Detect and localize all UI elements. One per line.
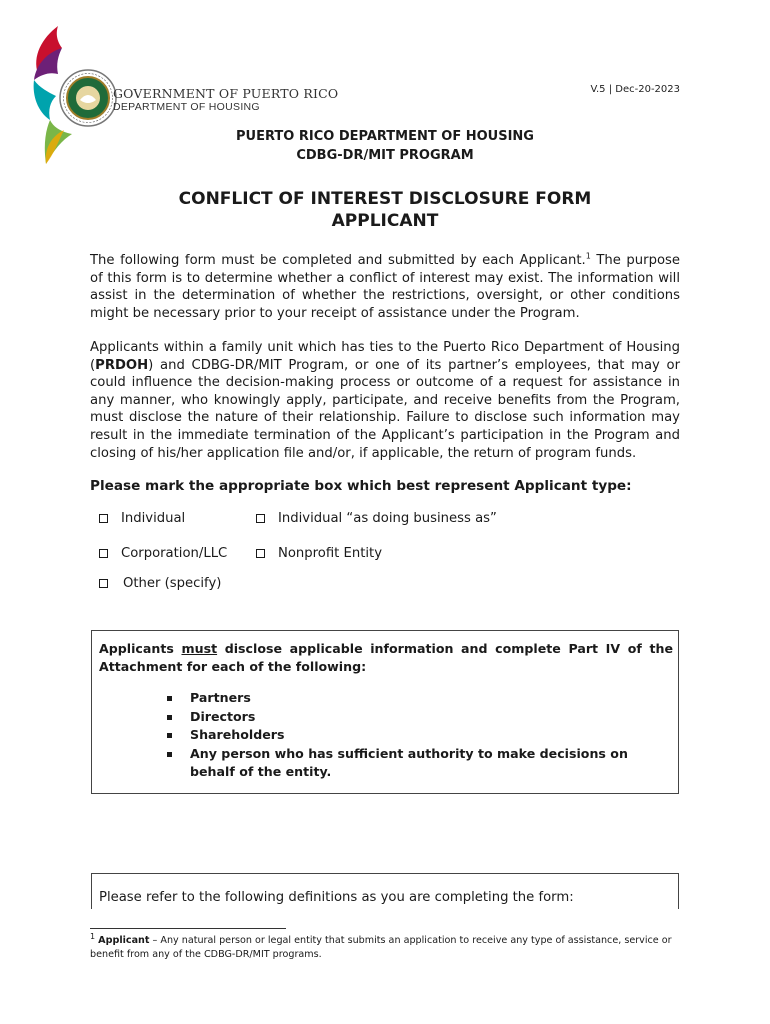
government-name: GOVERNMENT OF PUERTO RICO: [113, 86, 339, 101]
definitions-intro: Please refer to the following definitions as you are completing the form:: [99, 890, 574, 905]
form-title-line2: APPLICANT: [331, 211, 439, 231]
disclosure-must: must: [181, 641, 218, 656]
ties-text-prefix: Applicants within a family unit which has ties to the Puerto Rico Department of Housing (: [90, 340, 680, 373]
option-individual[interactable]: [99, 511, 185, 526]
prdoh-abbreviation: PRDOH: [95, 357, 149, 373]
option-other-label: Other (specify): [123, 576, 222, 591]
list-item-text: Shareholders: [190, 727, 285, 743]
square-bullet-icon: [167, 715, 172, 720]
checkbox-nonprofit-entity[interactable]: [256, 549, 265, 558]
list-item-text: Any person who has sufficient authority to make decisions on behalf of the entity.: [190, 745, 628, 780]
department-name: DEPARTMENT OF HOUSING: [113, 101, 260, 113]
disclosure-list: [164, 689, 674, 782]
footnote-reference[interactable]: 1: [585, 251, 591, 261]
list-item: [164, 708, 674, 727]
square-bullet-icon: [167, 696, 172, 701]
checkbox-individual-dba[interactable]: [256, 514, 265, 523]
disclosure-box: [91, 630, 679, 794]
form-title-line1: CONFLICT OF INTEREST DISCLOSURE FORM: [178, 189, 592, 209]
intro-text-continued: The purpose of this form is to determine whether a conflict of interest may exist. The information will assist in the determination of whether the restrictions, oversight, or other conditions might be necessary prior to your receipt of assistance under the Program.: [90, 253, 680, 321]
footnote-term: Applicant: [98, 935, 150, 946]
definitions-box: [91, 873, 679, 909]
checkbox-corporation-llc[interactable]: [99, 549, 108, 558]
form-title: [0, 188, 770, 232]
disclosure-lead: [99, 640, 673, 676]
footnote-text: – Any natural person or legal entity that submits an application to receive any type of assistance, service or benefit from any of the CDBG-DR/MIT programs.: [90, 935, 672, 960]
option-other[interactable]: [99, 576, 221, 591]
version-label: V.5 | Dec-20-2023: [590, 84, 680, 95]
list-item: [164, 726, 674, 745]
program-heading-line2: CDBG-DR/MIT PROGRAM: [296, 148, 474, 163]
program-heading-line1: PUERTO RICO DEPARTMENT OF HOUSING: [236, 129, 534, 144]
intro-paragraph: [90, 252, 680, 322]
disclosure-lead-after: disclose applicable information and complete Part IV of the Attachment for each of the following:: [99, 641, 673, 674]
square-bullet-icon: [167, 733, 172, 738]
footnote-number: 1: [90, 931, 96, 941]
applicant-type-question: Please mark the appropriate box which best represent Applicant type:: [90, 478, 632, 494]
checkbox-individual[interactable]: [99, 514, 108, 523]
list-item: [164, 745, 674, 782]
list-item-text: Partners: [190, 690, 251, 705]
option-individual-dba-label: Individual “as doing business as”: [278, 511, 497, 526]
list-item-text: Directors: [190, 708, 256, 724]
option-corporation-llc[interactable]: [99, 546, 227, 561]
option-nonprofit-entity-label: Nonprofit Entity: [278, 546, 383, 561]
disclosure-lead-before: Applicants: [99, 641, 182, 656]
square-bullet-icon: [167, 752, 172, 757]
intro-text: The following form must be completed and submitted by each Applicant.: [90, 253, 586, 268]
option-individual-label: Individual: [121, 511, 186, 526]
checkbox-other[interactable]: [99, 579, 108, 588]
option-nonprofit-entity[interactable]: [256, 546, 382, 561]
logo-ribbon-teal: [34, 80, 56, 120]
footnote: [90, 931, 680, 961]
option-corporation-llc-label: Corporation/LLC: [121, 546, 228, 561]
ties-text-suffix: ) and CDBG-DR/MIT Program, or one of its partner’s employees, that may or could influence the decision-making process or outcome of a request for assistance in any manner, who knowingly apply, participate, and receive benefits from the Program, must disclose the nature of their relationship. Failure to disclose such information may result in the immediate termination of the Applicant’s participation in the Program and closing of his/her application file and/or, if applicable, the return of program funds.: [90, 357, 680, 461]
program-heading: [0, 127, 770, 165]
ties-paragraph: [90, 339, 680, 462]
footnote-divider: [90, 928, 286, 929]
list-item: [164, 689, 674, 708]
option-individual-dba[interactable]: [256, 511, 497, 526]
